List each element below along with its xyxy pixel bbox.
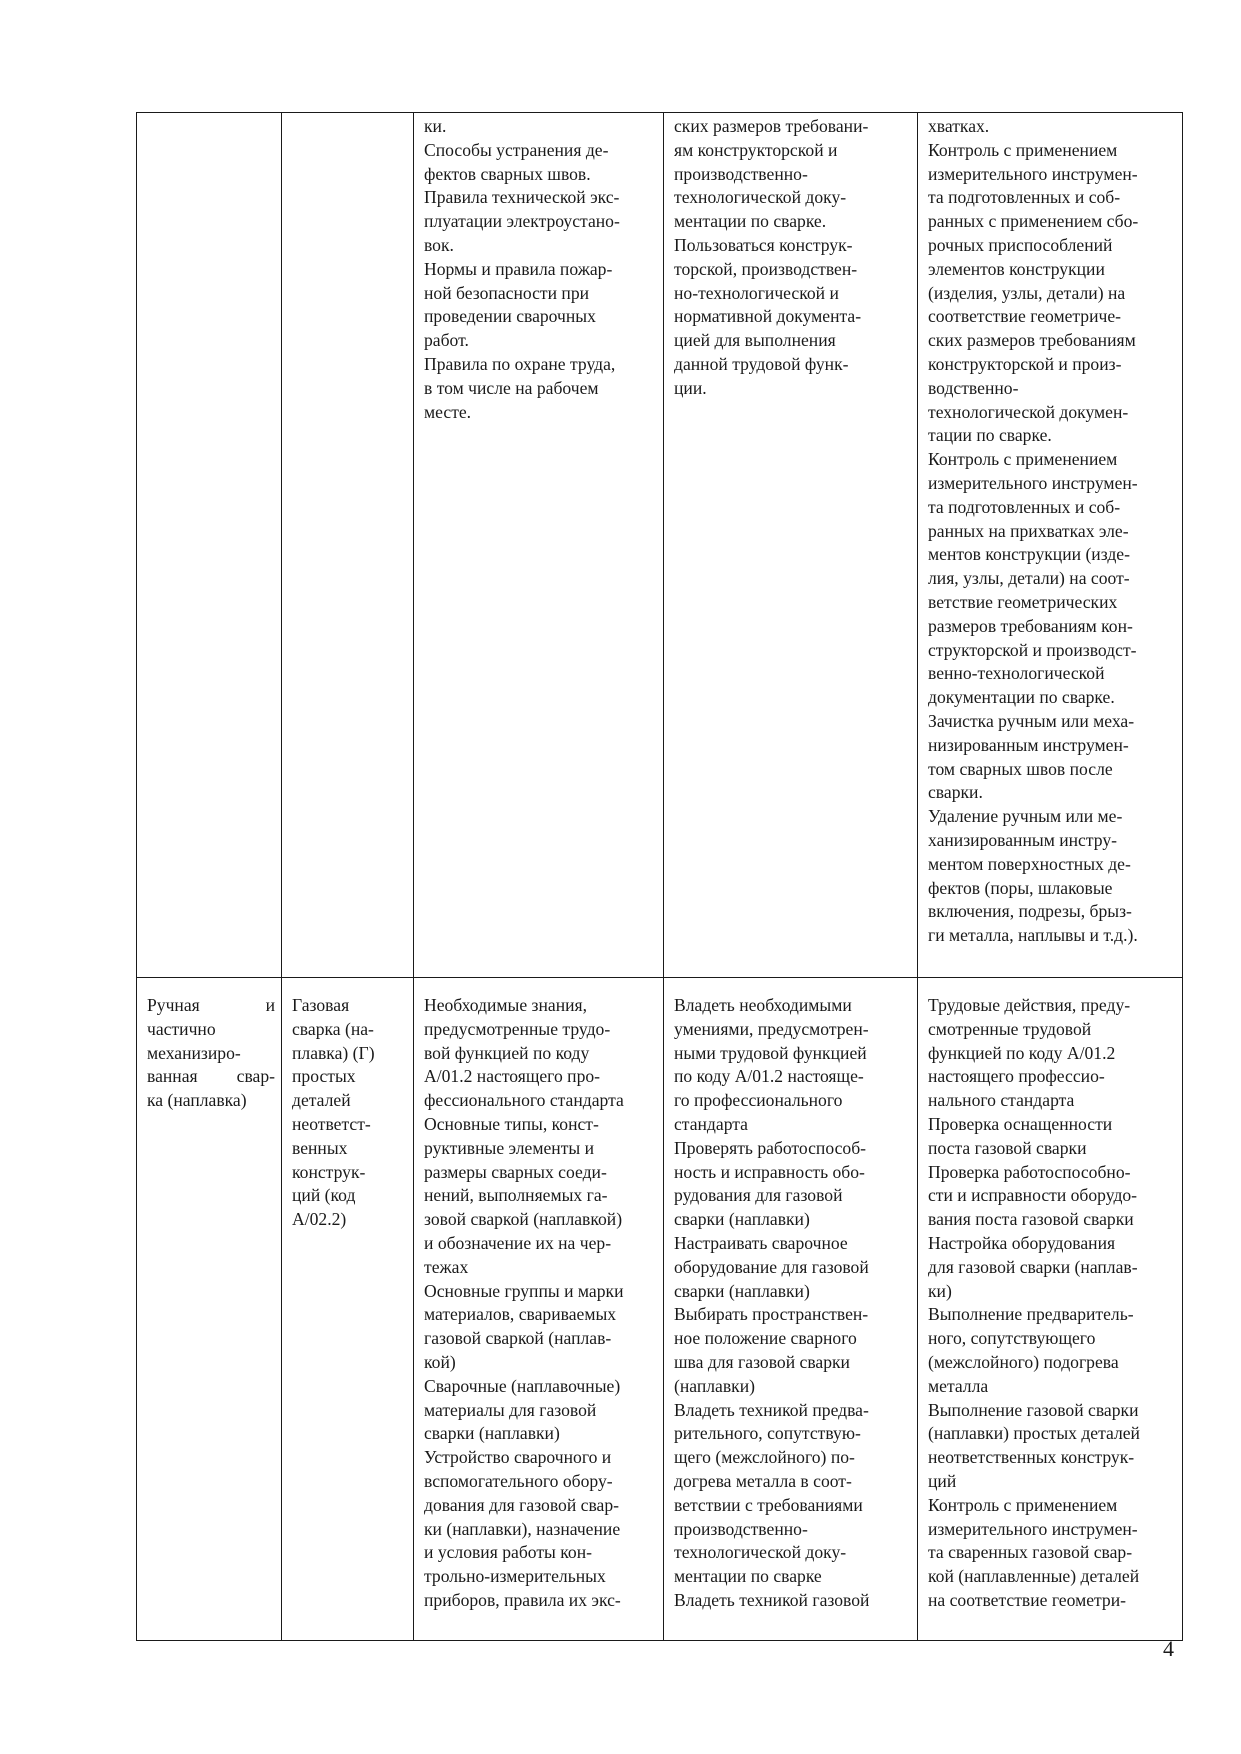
cell-line: соответствие геометриче- bbox=[928, 306, 1122, 327]
cell-line: венных bbox=[292, 1137, 348, 1158]
cell-line: Трудовые действия, преду- bbox=[928, 995, 1131, 1015]
cell-qualification bbox=[282, 978, 414, 1641]
cell-line: нений, выполняемых га- bbox=[424, 1185, 608, 1206]
cell-line: фектов (поры, шлаковые bbox=[928, 877, 1113, 898]
cell-line: рудования для газовой bbox=[674, 1185, 843, 1206]
cell-line: ских размеров требованиям bbox=[928, 330, 1136, 351]
cell-line: сварки (наплавки) bbox=[674, 1280, 810, 1301]
cell-line: дования для газовой свар- bbox=[424, 1494, 619, 1515]
cell-line: функцией по коду А/01.2 bbox=[928, 1042, 1116, 1063]
cell-line: ранных на прихватках эле- bbox=[928, 520, 1129, 541]
cell-line: ветствие геометрических bbox=[928, 591, 1118, 612]
cell-line: поста газовой сварки bbox=[928, 1137, 1087, 1158]
cell-line: Контроль с применением bbox=[928, 449, 1118, 470]
cell-line: сварки. bbox=[928, 782, 983, 803]
cell-line: структорской и производст- bbox=[928, 639, 1137, 660]
cell-line: технологической доку- bbox=[674, 1542, 847, 1563]
cell-word: свар- bbox=[236, 1066, 275, 1087]
cell-line: ной безопасности при bbox=[424, 282, 590, 303]
cell-line: Способы устранения де- bbox=[424, 139, 609, 160]
cell-qualification bbox=[282, 113, 414, 978]
cell-line: проведении сварочных bbox=[424, 306, 596, 327]
cell-line: вой функцией по коду bbox=[424, 1042, 590, 1063]
cell-line: ного, сопутствующего bbox=[928, 1328, 1096, 1349]
cell-line: сти и исправности оборудо- bbox=[928, 1185, 1138, 1206]
cell-line: (межслойного) подогрева bbox=[928, 1351, 1119, 1372]
cell-line: ное положение сварного bbox=[674, 1328, 857, 1349]
cell-line: включения, подрезы, брыз- bbox=[928, 901, 1132, 922]
cell-line: ций bbox=[928, 1470, 957, 1491]
cell-line: Зачистка ручным или меха- bbox=[928, 710, 1135, 731]
cell-line: Газовая bbox=[292, 995, 350, 1015]
cell-line: Владеть техникой предва- bbox=[674, 1399, 869, 1420]
cell-line: в том числе на рабочем bbox=[424, 377, 599, 398]
cell-line: плавка) (Г) bbox=[292, 1042, 375, 1063]
cell-line: ханизированным инстру- bbox=[928, 829, 1117, 850]
cell-line: хватках. bbox=[928, 116, 990, 136]
cell-word: и bbox=[265, 995, 275, 1015]
cell-line: го профессионального bbox=[674, 1090, 843, 1111]
cell-line: и обозначение их на чер- bbox=[424, 1232, 612, 1253]
cell-line: цией для выполнения bbox=[674, 330, 836, 351]
cell-line: металла bbox=[928, 1375, 989, 1396]
cell-line: на соответствие геометри- bbox=[928, 1589, 1126, 1610]
cell-line: том сварных швов после bbox=[928, 758, 1113, 779]
cell-line: сварки (наплавки) bbox=[674, 1209, 810, 1230]
cell-line: ветствии с требованиями bbox=[674, 1494, 863, 1515]
cell-line: Устройство сварочного и bbox=[424, 1447, 612, 1468]
cell-practical-experience bbox=[918, 978, 1183, 1641]
cell-line: А/02.2) bbox=[292, 1209, 347, 1230]
cell-line: щего (межслойного) по- bbox=[674, 1447, 855, 1468]
cell-line: производственно- bbox=[674, 1518, 808, 1539]
cell-line: неответст- bbox=[292, 1113, 371, 1134]
cell-line: Контроль с применением bbox=[928, 1494, 1118, 1515]
cell-line: торской, производствен- bbox=[674, 258, 858, 279]
cell-line: размеров требованиям кон- bbox=[928, 615, 1133, 636]
cell-line: ка (наплавка) bbox=[147, 1090, 247, 1111]
cell-skills bbox=[664, 113, 918, 978]
cell-line: нормативной документа- bbox=[674, 306, 862, 327]
cell-line: смотренные трудовой bbox=[928, 1018, 1092, 1039]
cell-line: ки (наплавки), назначение bbox=[424, 1518, 621, 1539]
cell-line: измерительного инструмен- bbox=[928, 472, 1138, 493]
cell-line: Выполнение предваритель- bbox=[928, 1304, 1134, 1325]
competency-table bbox=[136, 112, 1183, 1641]
cell-line: измерительного инструмен- bbox=[928, 1518, 1138, 1539]
cell-line: настоящего профессио- bbox=[928, 1066, 1105, 1087]
cell-line: та сваренных газовой свар- bbox=[928, 1542, 1133, 1563]
cell-line: ги металла, наплывы и т.д.). bbox=[928, 925, 1138, 946]
cell-line: стандарта bbox=[674, 1113, 748, 1134]
table-row bbox=[137, 113, 1183, 978]
cell-line: умениями, предусмотрен- bbox=[674, 1018, 869, 1039]
cell-line: ранных с применением сбо- bbox=[928, 211, 1139, 232]
cell-line: Настройка оборудования bbox=[928, 1232, 1116, 1253]
cell-line: та подготовленных и соб- bbox=[928, 496, 1121, 517]
cell-line: неответственных конструк- bbox=[928, 1447, 1135, 1468]
page-number: 4 bbox=[1163, 1636, 1174, 1661]
cell-line: но-технологической и bbox=[674, 282, 839, 303]
cell-line: конструк- bbox=[292, 1161, 366, 1182]
cell-line: Необходимые знания, bbox=[424, 995, 588, 1015]
cell-line: ментации по сварке bbox=[674, 1566, 822, 1587]
cell-line: Сварочные (наплавочные) bbox=[424, 1375, 621, 1396]
cell-line: ментации по сварке. bbox=[674, 211, 827, 232]
cell-line: документации по сварке. bbox=[928, 687, 1115, 708]
cell-line: водственно- bbox=[928, 377, 1019, 398]
cell-line: материалы для газовой bbox=[424, 1399, 597, 1420]
cell-line: сварка (на- bbox=[292, 1018, 374, 1039]
cell-line: данной трудовой функ- bbox=[674, 353, 849, 374]
cell-line: ментов конструкции (изде- bbox=[928, 544, 1130, 565]
cell-line: низированным инструмен- bbox=[928, 734, 1129, 755]
cell-line: материалов, свариваемых bbox=[424, 1304, 617, 1325]
cell-line: рочных приспособлений bbox=[928, 234, 1113, 255]
cell-line: Нормы и правила пожар- bbox=[424, 258, 613, 279]
cell-line: Основные типы, конст- bbox=[424, 1113, 599, 1134]
cell-word: механизиро- bbox=[147, 1042, 241, 1063]
cell-line: технологической доку- bbox=[674, 187, 847, 208]
cell-line: ными трудовой функцией bbox=[674, 1042, 867, 1063]
cell-line: конструкторской и произ- bbox=[928, 353, 1122, 374]
cell-line: Выбирать пространствен- bbox=[674, 1304, 869, 1325]
cell-line: приборов, правила их экс- bbox=[424, 1589, 621, 1610]
cell-line: вспомогательного обору- bbox=[424, 1470, 613, 1491]
cell-line: догрева металла в соот- bbox=[674, 1470, 852, 1491]
cell-line: рительного, сопутствую- bbox=[674, 1423, 861, 1444]
cell-line: вания поста газовой сварки bbox=[928, 1209, 1134, 1230]
cell-word: Ручная bbox=[147, 995, 200, 1015]
cell-line: Правила по охране труда, bbox=[424, 353, 616, 374]
cell-line: тации по сварке. bbox=[928, 425, 1052, 446]
cell-line: месте. bbox=[424, 401, 472, 422]
cell-line: Пользоваться конструк- bbox=[674, 234, 853, 255]
cell-line: сварки (наплавки) bbox=[424, 1423, 560, 1444]
cell-line: (наплавки) простых деталей bbox=[928, 1423, 1140, 1444]
cell-line: та подготовленных и соб- bbox=[928, 187, 1121, 208]
cell-line: ских размеров требовани- bbox=[674, 116, 869, 136]
cell-line: Правила технической экс- bbox=[424, 187, 620, 208]
cell-line: Проверка оснащенности bbox=[928, 1113, 1113, 1134]
cell-line: Проверять работоспособ- bbox=[674, 1137, 867, 1158]
cell-line: кой (наплавленные) деталей bbox=[928, 1566, 1140, 1587]
cell-line: деталей bbox=[292, 1090, 351, 1111]
cell-line bbox=[147, 1065, 275, 1089]
cell-line: и условия работы кон- bbox=[424, 1542, 592, 1563]
cell-line: Владеть техникой газовой bbox=[674, 1589, 870, 1610]
cell-line: оборудование для газовой bbox=[674, 1256, 869, 1277]
cell-line: простых bbox=[292, 1066, 356, 1087]
cell-line: ций (код bbox=[292, 1185, 356, 1206]
cell-line: по коду А/01.2 настояще- bbox=[674, 1066, 864, 1087]
cell-line: размеры сварных соеди- bbox=[424, 1161, 607, 1182]
cell-line: Контроль с применением bbox=[928, 139, 1118, 160]
cell-line: А/01.2 настоящего про- bbox=[424, 1066, 601, 1087]
cell-activity-type bbox=[137, 113, 282, 978]
cell-line: трольно-измерительных bbox=[424, 1566, 606, 1587]
cell-line: Проверка работоспособно- bbox=[928, 1161, 1131, 1182]
cell-line: предусмотренные трудо- bbox=[424, 1018, 611, 1039]
cell-line: Основные группы и марки bbox=[424, 1280, 624, 1301]
cell-line: тежах bbox=[424, 1256, 469, 1277]
cell-line: фектов сварных швов. bbox=[424, 163, 591, 184]
cell-line: ции. bbox=[674, 377, 707, 398]
cell-line: руктивные элементы и bbox=[424, 1137, 595, 1158]
cell-line: кой) bbox=[424, 1351, 456, 1372]
cell-line: ки. bbox=[424, 116, 447, 136]
cell-line: Выполнение газовой сварки bbox=[928, 1399, 1139, 1420]
cell-line: работ. bbox=[424, 330, 469, 351]
cell-knowledge bbox=[414, 978, 664, 1641]
cell-line: (изделия, узлы, детали) на bbox=[928, 282, 1126, 303]
cell-line: технологической докумен- bbox=[928, 401, 1129, 422]
cell-line: ям конструкторской и bbox=[674, 139, 838, 160]
cell-line: газовой сваркой (наплав- bbox=[424, 1328, 612, 1349]
cell-skills bbox=[664, 978, 918, 1641]
cell-line: для газовой сварки (наплав- bbox=[928, 1256, 1138, 1277]
cell-line bbox=[147, 1018, 275, 1042]
cell-line: Удаление ручным или ме- bbox=[928, 806, 1123, 827]
cell-line bbox=[147, 994, 275, 1018]
cell-line: нального стандарта bbox=[928, 1090, 1075, 1111]
cell-line: элементов конструкции bbox=[928, 258, 1105, 279]
cell-line: ность и исправность обо- bbox=[674, 1161, 865, 1182]
cell-line: венно-технологической bbox=[928, 663, 1105, 684]
cell-line: плуатации электроустано- bbox=[424, 211, 620, 232]
cell-word: ванная bbox=[147, 1066, 198, 1087]
cell-line: ки) bbox=[928, 1280, 952, 1301]
cell-line: измерительного инструмен- bbox=[928, 163, 1138, 184]
cell-line: (наплавки) bbox=[674, 1375, 755, 1396]
cell-line: Владеть необходимыми bbox=[674, 995, 852, 1015]
cell-line: ментом поверхностных де- bbox=[928, 853, 1131, 874]
cell-activity-type bbox=[137, 978, 282, 1641]
cell-line: лия, узлы, детали) на соот- bbox=[928, 568, 1130, 589]
cell-word: частично bbox=[147, 1018, 216, 1039]
cell-line bbox=[147, 1042, 275, 1066]
cell-line: шва для газовой сварки bbox=[674, 1351, 850, 1372]
table-row bbox=[137, 978, 1183, 1641]
cell-line: Настраивать сварочное bbox=[674, 1232, 848, 1253]
cell-knowledge bbox=[414, 113, 664, 978]
cell-line: фессионального стандарта bbox=[424, 1090, 624, 1111]
cell-line: производственно- bbox=[674, 163, 808, 184]
cell-line: вок. bbox=[424, 234, 454, 255]
cell-practical-experience bbox=[918, 113, 1183, 978]
cell-line: зовой сваркой (наплавкой) bbox=[424, 1209, 623, 1230]
